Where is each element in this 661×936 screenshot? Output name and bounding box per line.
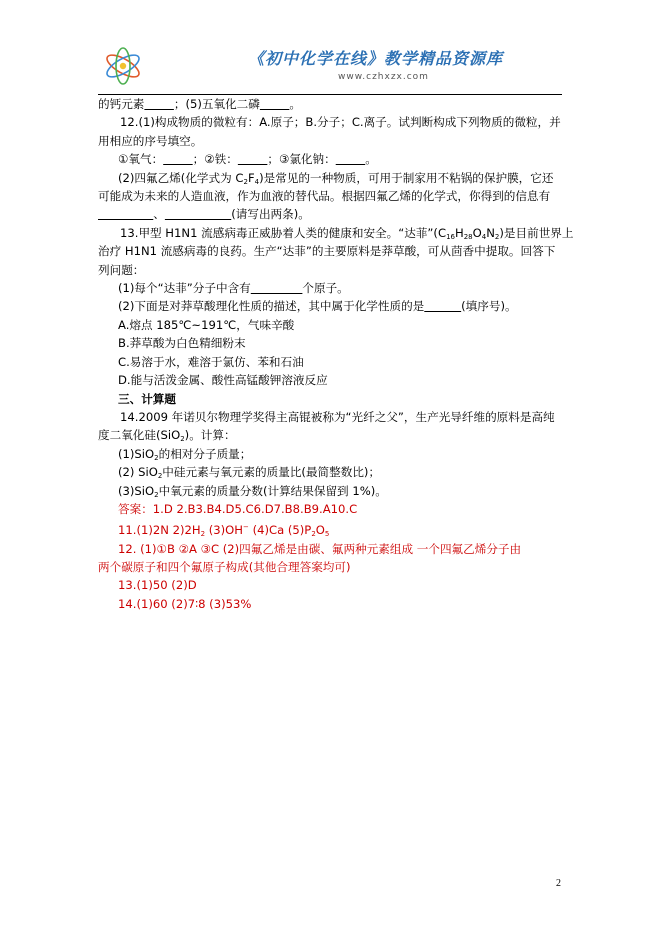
- text-line: (1)SiO$_2$的相对分子质量；: [118, 446, 252, 462]
- text-line: ①氧气： ；②铁： ；③氯化钠： 。: [118, 152, 377, 167]
- text-line: 14.2009 年诺贝尔物理学奖得主高锟被称为“光纤之父”，生产光导纤维的原料是高纯: [120, 409, 555, 424]
- text-line: 的钙元素 ；(5)五氧化二磷 。: [98, 97, 301, 111]
- text-line: 列问题：: [98, 262, 145, 277]
- text-line: 用相应的序号填空。: [98, 133, 203, 148]
- brand-url: www.czhxzx.com: [338, 72, 429, 82]
- text-line: (2)四氟乙烯(化学式为 $C_2F_4$)是常见的一种物质，可用于制家用不粘锅的保护膜，它还: [118, 170, 554, 186]
- text-line: (1)每个“达菲”分子中含有 个原子。: [118, 281, 349, 296]
- text-line: A.熔点 185℃~191℃，气味辛酸: [118, 317, 295, 332]
- page-header: [98, 40, 562, 95]
- text-line: 答案：1.D 2.B3.B4.D5.C6.D7.B8.B9.A10.C: [118, 501, 358, 516]
- text-line: C.易溶于水，难溶于氯仿、苯和石油: [118, 354, 304, 369]
- text-line: 12. (1)①B ②A ③C (2)四氟乙烯是由碳、氟两种元素组成 一个四氟乙烯分子由: [118, 541, 522, 556]
- text-line: (3)SiO$_2$中氧元素的质量分数(计算结果保留到 1%)。: [118, 483, 387, 499]
- text-line: D.能与活泼金属、酸性高锰酸钾溶液反应: [118, 373, 328, 388]
- text-line: 治疗 H1N1 流感病毒的良药。生产“达菲”的主要原料是莽草酸，可从茴香中提取。回答下: [98, 244, 556, 259]
- text-line: 三、计算题: [118, 391, 176, 406]
- text-line: 两个碳原子和四个氟原子构成(其他合理答案均可): [98, 560, 351, 575]
- text-line: 13.甲型 H1N1 流感病毒正威胁着人类的健康和安全。“达菲$”(C_{16}H_{28}O_4N_2)$是目前世界上: [120, 225, 574, 241]
- page-number: 2: [556, 878, 561, 889]
- brand-title: 《初中化学在线》教学精品资源库: [248, 49, 504, 68]
- atom-logo-icon: [102, 46, 144, 86]
- text-line: (2) SiO$_2$中硅元素与氧元素的质量比(最简整数比)；: [118, 465, 381, 481]
- text-line: 11.(1)2N $2)2H_2$ (3)OH− (4)Ca $(5)P_2O_5$: [118, 523, 330, 539]
- text-line: 度二氧化硅(SiO$_2$)。计算：: [98, 428, 236, 444]
- text-line: (2)下面是对莽草酸理化性质的描述，其中属于化学性质的是 (填序号)。: [118, 299, 517, 314]
- text-line: B.莽草酸为白色精细粉末: [118, 336, 246, 351]
- text-line: 14.(1)60 (2)7∶8 (3)53%: [118, 596, 252, 611]
- document-body: [98, 95, 574, 613]
- text-line: 12.(1)构成物质的微粒有：A.原子；B.分子；C.离子。试判断构成下列物质的微粒，并: [120, 115, 561, 130]
- text-line: 、 (请写出两条)。: [153, 207, 310, 222]
- text-line: 可能成为未来的人造血液，作为血液的替代品。根据四氟乙烯的化学式，你得到的信息有: [98, 189, 551, 204]
- text-line: 13.(1)50 (2)D: [118, 578, 197, 593]
